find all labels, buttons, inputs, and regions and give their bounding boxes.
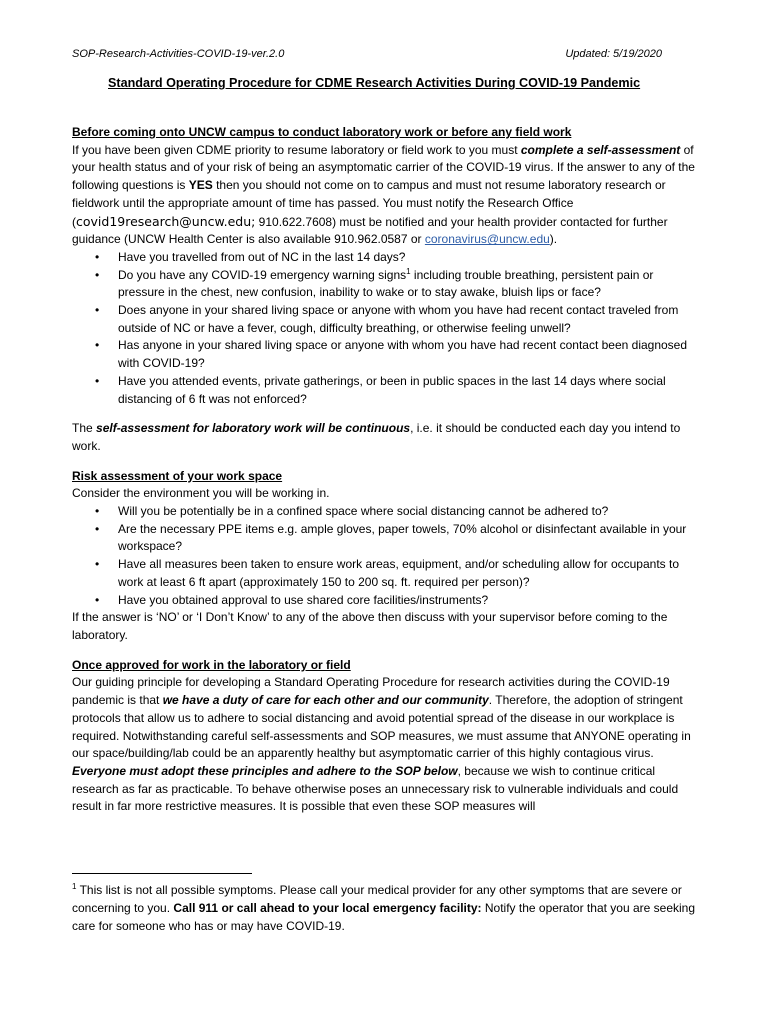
risk-question-list — [72, 503, 700, 609]
document-title: Standard Operating Procedure for CDME Research Activities During COVID-19 Pandemic — [108, 76, 641, 90]
risk-followup: If the answer is ‘NO’ or ‘I Don’t Know’ to any of the above then discuss with your supervisor before coming to the laboratory. — [72, 610, 668, 642]
section-paragraph-self-assessment: If you have been given CDME priority to resume laboratory or field work to you must complete a self-assessment of your health status and of your risk of being an asymptomatic carrier of the COVID-19 virus. If the answer to any of the following questions is YES then you should not come on to campus and must not resume laboratory research or fieldwork until the appropriate amount of time has passed. You must notify the Research Office (covid19research@uncw.edu; 910.622.7608) must be notified and your health provider contacted for further guidance (UNCW Health Center is also available 910.962.0587 or coronavirus@uncw.edu). — [72, 142, 695, 247]
guiding-principle-paragraph: Our guiding principle for developing a Standard Operating Procedure for research activities during the COVID-19 pandemic is that we have a duty of care for each other and our community. Therefore, the adoption of stringent protocols that allow us to adhere to social distancing and avoid potential spread of the disease in our workplace is required. Notwithstanding careful self-assessments and SOP measures, we must assume that ANYONE operating in our space/building/lab could be an apparently healthy but asymptomatic carrier of this highly contagious virus. Everyone must adopt these principles and adhere to the SOP below, because we wish to continue critical research as far as practicable. To behave otherwise poses an unnecessary risk to vulnerable individuals and could result in far more restrictive measures. It is possible that even these SOP measures will — [72, 675, 691, 814]
list-item: • Have all measures been taken to ensure work areas, equipment, and/or scheduling allow for occupants to work at least 6 ft apart (approximately 150 to 200 sq. ft. required per person)? — [72, 556, 700, 591]
symptom-question-list — [72, 249, 700, 408]
header-doc-id: SOP-Research-Activities-COVID-19-ver.2.0 — [72, 48, 285, 60]
list-item: • Has anyone in your shared living space or anyone with whom you have had recent contact been diagnosed with COVID-19? — [72, 337, 700, 372]
list-item: • Do you have any COVID-19 emergency warning signs$^1$ including trouble breathing, persistent pain or pressure in the chest, new confusion, inability to wake or to stay awake, bluish lips or face? — [72, 267, 700, 302]
footnote-ref[interactable]: 1 — [406, 266, 411, 276]
list-item: • Have you attended events, private gatherings, or been in public spaces in the last 14 days where social distancing of 6 ft was not enforced? — [72, 373, 700, 408]
continuous-assessment-note: The self-assessment for laboratory work will be continuous, i.e. it should be conducted each day you intend to work. — [72, 421, 681, 453]
risk-intro: Consider the environment you will be working in. — [72, 486, 330, 501]
list-item: • Have you travelled from out of NC in the last 14 days? — [72, 249, 700, 267]
email-link[interactable]: coronavirus@uncw.edu — [424, 232, 550, 247]
footnote-divider — [72, 873, 252, 874]
section-heading-risk-assessment: Risk assessment of your work space — [72, 468, 283, 483]
list-item: • Will you be potentially be in a confined space where social distancing cannot be adhered to? — [72, 503, 700, 521]
header-updated-date: Updated: 5/19/2020 — [565, 48, 662, 60]
section-heading-once-approved: Once approved for work in the laboratory or field — [72, 657, 351, 672]
footnote: $^1$ This list is not all possible symptoms. Please call your medical provider for any other symptoms that are severe or concerning to you. Call 911 or call ahead to your local emergency facility: Notify the operator that you are seeking care for someone who has or may have COVID-19. — [72, 882, 696, 933]
document-body — [72, 124, 700, 816]
list-item: • Have you obtained approval to use shared core facilities/instruments? — [72, 592, 700, 610]
section-heading-before-campus: Before coming onto UNCW campus to conduct laboratory work or before any field work — [72, 125, 572, 139]
list-item: • Does anyone in your shared living space or anyone with whom you have had recent contact traveled from outside of NC or have a fever, cough, difficulty breathing, or otherwise feeling unwell? — [72, 302, 700, 337]
footnote-number: 1 — [72, 882, 77, 891]
list-item: • Are the necessary PPE items e.g. ample gloves, paper towels, 70% alcohol or disinfectant available in your workspace? — [72, 521, 700, 556]
